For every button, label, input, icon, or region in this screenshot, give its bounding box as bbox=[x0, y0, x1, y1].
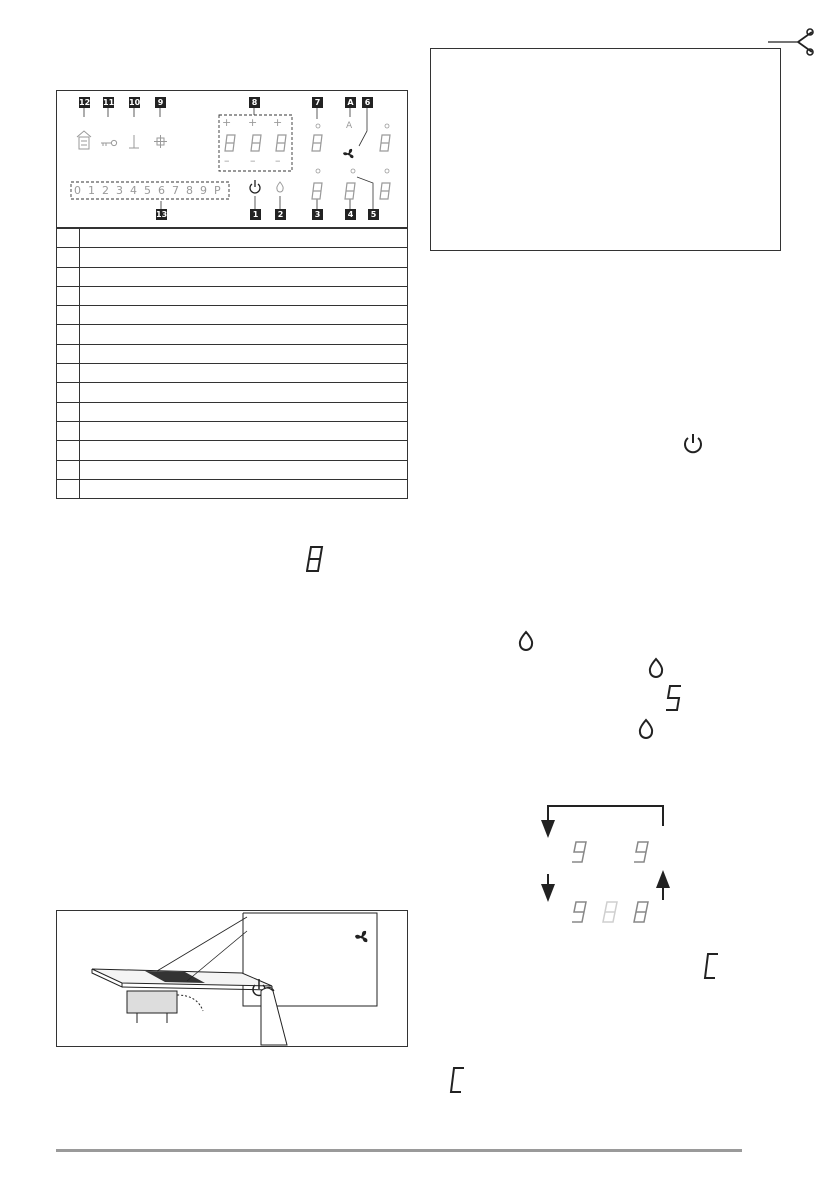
callout-6: 6 bbox=[362, 97, 373, 108]
fan-icon bbox=[343, 149, 354, 158]
fan-icon bbox=[355, 931, 367, 942]
seven-segment-5-icon bbox=[665, 684, 685, 712]
bridge-icon bbox=[154, 135, 167, 148]
level-4: 4 bbox=[130, 184, 137, 197]
level-1: 1 bbox=[88, 184, 95, 197]
timer-indicators bbox=[316, 124, 389, 173]
callout-1: 1 bbox=[250, 209, 261, 220]
boost-icon bbox=[77, 131, 91, 149]
callout-12: 12 bbox=[79, 98, 91, 107]
level-5: 5 bbox=[144, 184, 151, 197]
level-7: 7 bbox=[172, 184, 179, 197]
stop-and-go-icon bbox=[129, 135, 139, 148]
hob-illustration bbox=[57, 911, 409, 1048]
seven-segment-8-icon bbox=[306, 545, 326, 573]
seven-segment-C-icon bbox=[449, 1066, 467, 1094]
callout-A: A bbox=[345, 97, 356, 108]
drop-icon bbox=[647, 657, 665, 679]
callout-4: 4 bbox=[345, 209, 356, 220]
level-9: 9 bbox=[200, 184, 207, 197]
callout-3: 3 bbox=[312, 209, 323, 220]
plus-sign: + bbox=[273, 116, 283, 129]
callout-13: 13 bbox=[156, 210, 168, 219]
note-box bbox=[430, 48, 781, 251]
seven-segment-C-icon bbox=[703, 952, 721, 980]
minus-sign: – bbox=[224, 154, 230, 167]
level-6: 6 bbox=[158, 184, 165, 197]
minus-sign: – bbox=[250, 154, 256, 167]
key-lock-icon bbox=[101, 140, 117, 146]
plus-sign: + bbox=[222, 116, 232, 129]
drop-icon bbox=[277, 182, 283, 192]
level-2: 2 bbox=[102, 184, 109, 197]
level-3: 3 bbox=[116, 184, 123, 197]
hob-figure bbox=[56, 910, 408, 1047]
callout-11: 11 bbox=[103, 98, 115, 107]
callout-2: 2 bbox=[275, 209, 286, 220]
cycle-diagram bbox=[530, 798, 680, 928]
plus-sign: + bbox=[248, 116, 258, 129]
callout-10: 10 bbox=[129, 98, 141, 107]
callout-8: 8 bbox=[249, 97, 260, 108]
drop-icon bbox=[637, 718, 655, 740]
callout-9: 9 bbox=[155, 97, 166, 108]
legend-table bbox=[56, 228, 408, 499]
callout-5: 5 bbox=[368, 209, 379, 220]
minus-sign: – bbox=[275, 154, 281, 167]
level-0: 0 bbox=[74, 184, 81, 197]
level-8: 8 bbox=[186, 184, 193, 197]
finger-touch bbox=[261, 988, 287, 1045]
level-P: P bbox=[214, 184, 221, 197]
power-icon bbox=[682, 432, 704, 454]
panel-drawing bbox=[57, 91, 409, 229]
footer-rule bbox=[56, 1149, 742, 1152]
power-icon bbox=[250, 180, 260, 193]
drop-icon bbox=[517, 630, 535, 652]
auto-letter: A bbox=[346, 121, 353, 131]
callout-7: 7 bbox=[312, 97, 323, 108]
control-panel-diagram bbox=[56, 90, 408, 228]
